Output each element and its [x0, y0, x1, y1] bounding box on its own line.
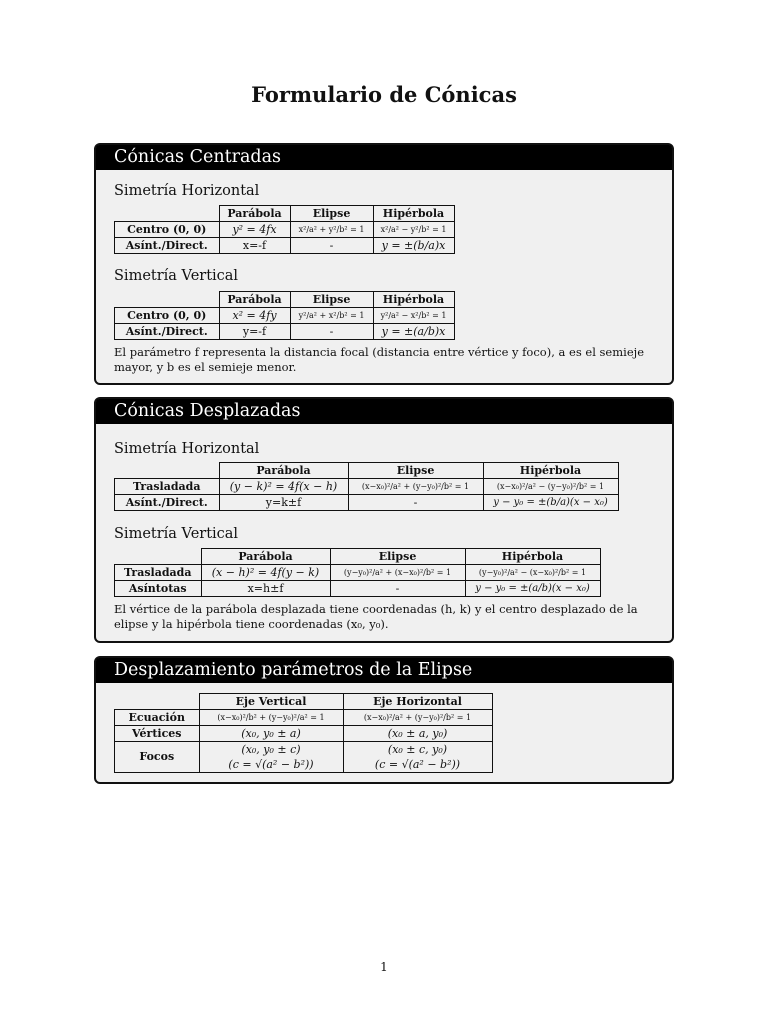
table-header: Elipse	[290, 292, 373, 308]
row-label: Asínt./Direct.	[115, 238, 220, 254]
focos-line: (x₀ ± c, y₀)	[387, 743, 448, 756]
table-corner	[115, 292, 220, 308]
table-header: Parábola	[219, 463, 348, 479]
table-header: Eje Vertical	[199, 694, 343, 710]
table-corner	[115, 549, 202, 565]
table-header: Hipérbola	[373, 206, 454, 222]
table-cell: (x₀, y₀ ± a)	[199, 726, 343, 742]
section-conicas-desplazadas	[94, 397, 674, 643]
table-cell: (x−x₀)²/a² + (y−y₀)²/b² = 1	[343, 710, 492, 726]
table-cell: -	[290, 324, 373, 340]
subsection-title: Simetría Vertical	[114, 268, 239, 284]
table-cell: (y−y₀)²/a² + (x−x₀)²/b² = 1	[330, 565, 465, 581]
table-header: Elipse	[348, 463, 483, 479]
table-cell	[343, 742, 492, 773]
table-cell: x²/a² − y²/b² = 1	[373, 222, 454, 238]
page-title: Formulario de Cónicas	[251, 82, 517, 107]
section-heading: Cónicas Centradas	[96, 145, 672, 170]
table-header: Elipse	[290, 206, 373, 222]
table-cell: x=-f	[219, 238, 290, 254]
table-header: Parábola	[219, 292, 290, 308]
table-cell: y = ±(b/a)x	[373, 238, 454, 254]
row-label: Centro (0, 0)	[115, 222, 220, 238]
row-label: Asínt./Direct.	[115, 495, 220, 511]
row-label: Focos	[115, 742, 200, 773]
table-cell: y=-f	[219, 324, 290, 340]
table-cell: -	[348, 495, 483, 511]
row-label: Asíntotas	[115, 581, 202, 597]
table-header: Hipérbola	[465, 549, 600, 565]
table-header: Parábola	[201, 549, 330, 565]
table-cell: y² = 4fx	[219, 222, 290, 238]
focos-c-line: (c = √(a² − b²))	[374, 758, 461, 771]
table-cell: -	[290, 238, 373, 254]
table-cell: y²/a² + x²/b² = 1	[290, 308, 373, 324]
table-elipse-parametros	[114, 693, 493, 773]
table-corner	[115, 463, 220, 479]
section-heading: Cónicas Desplazadas	[96, 399, 672, 424]
row-label: Trasladada	[115, 479, 220, 495]
table-cell	[199, 742, 343, 773]
table-header: Hipérbola	[373, 292, 454, 308]
table-cell: y = ±(a/b)x	[373, 324, 454, 340]
table-corner	[115, 694, 200, 710]
focos-c-line: (c = √(a² − b²))	[228, 758, 314, 771]
subsection-title: Simetría Horizontal	[114, 441, 260, 457]
table-header: Parábola	[219, 206, 290, 222]
table-cell: y=k±f	[219, 495, 348, 511]
table-cell: (x − h)² = 4f(y − k)	[201, 565, 330, 581]
table-corner	[115, 206, 220, 222]
table-desplazadas-vertical	[114, 548, 601, 597]
table-cell: y²/a² − x²/b² = 1	[373, 308, 454, 324]
table-header: Hipérbola	[483, 463, 618, 479]
table-centradas-horizontal	[114, 205, 455, 254]
table-cell: (x₀ ± a, y₀)	[343, 726, 492, 742]
table-desplazadas-horizontal	[114, 462, 619, 511]
table-cell: (x−x₀)²/a² + (y−y₀)²/b² = 1	[348, 479, 483, 495]
section-conicas-centradas	[94, 143, 674, 385]
table-cell: (y−y₀)²/a² − (x−x₀)²/b² = 1	[465, 565, 600, 581]
row-label: Asínt./Direct.	[115, 324, 220, 340]
row-label: Trasladada	[115, 565, 202, 581]
row-label: Centro (0, 0)	[115, 308, 220, 324]
page-number: 1	[380, 960, 388, 974]
row-label: Ecuación	[115, 710, 200, 726]
section-desplazamiento-elipse	[94, 656, 674, 784]
table-cell: x² = 4fy	[219, 308, 290, 324]
section-heading: Desplazamiento parámetros de la Elipse	[96, 658, 672, 683]
table-header: Eje Horizontal	[343, 694, 492, 710]
table-header: Elipse	[330, 549, 465, 565]
table-cell: x=h±f	[201, 581, 330, 597]
table-cell: y − y₀ = ±(b/a)(x − x₀)	[483, 495, 618, 511]
table-cell: x²/a² + y²/b² = 1	[290, 222, 373, 238]
subsection-title: Simetría Vertical	[114, 526, 239, 542]
table-centradas-vertical	[114, 291, 455, 340]
table-cell: (y − k)² = 4f(x − h)	[219, 479, 348, 495]
table-cell: (x−x₀)²/a² − (y−y₀)²/b² = 1	[483, 479, 618, 495]
section-note: El vértice de la parábola desplazada tiene coordenadas (h, k) y el centro desplazado de la elipse y la hipérbola tiene coordenadas (x₀, y₀).	[114, 602, 638, 631]
table-cell: -	[330, 581, 465, 597]
table-cell: (x−x₀)²/b² + (y−y₀)²/a² = 1	[199, 710, 343, 726]
section-note: El parámetro f representa la distancia focal (distancia entre vértice y foco), a es el semieje mayor, y b es el semieje menor.	[114, 345, 644, 374]
table-cell: y − y₀ = ±(a/b)(x − x₀)	[465, 581, 600, 597]
row-label: Vértices	[115, 726, 200, 742]
subsection-title: Simetría Horizontal	[114, 183, 260, 199]
focos-line: (x₀, y₀ ± c)	[241, 743, 301, 756]
